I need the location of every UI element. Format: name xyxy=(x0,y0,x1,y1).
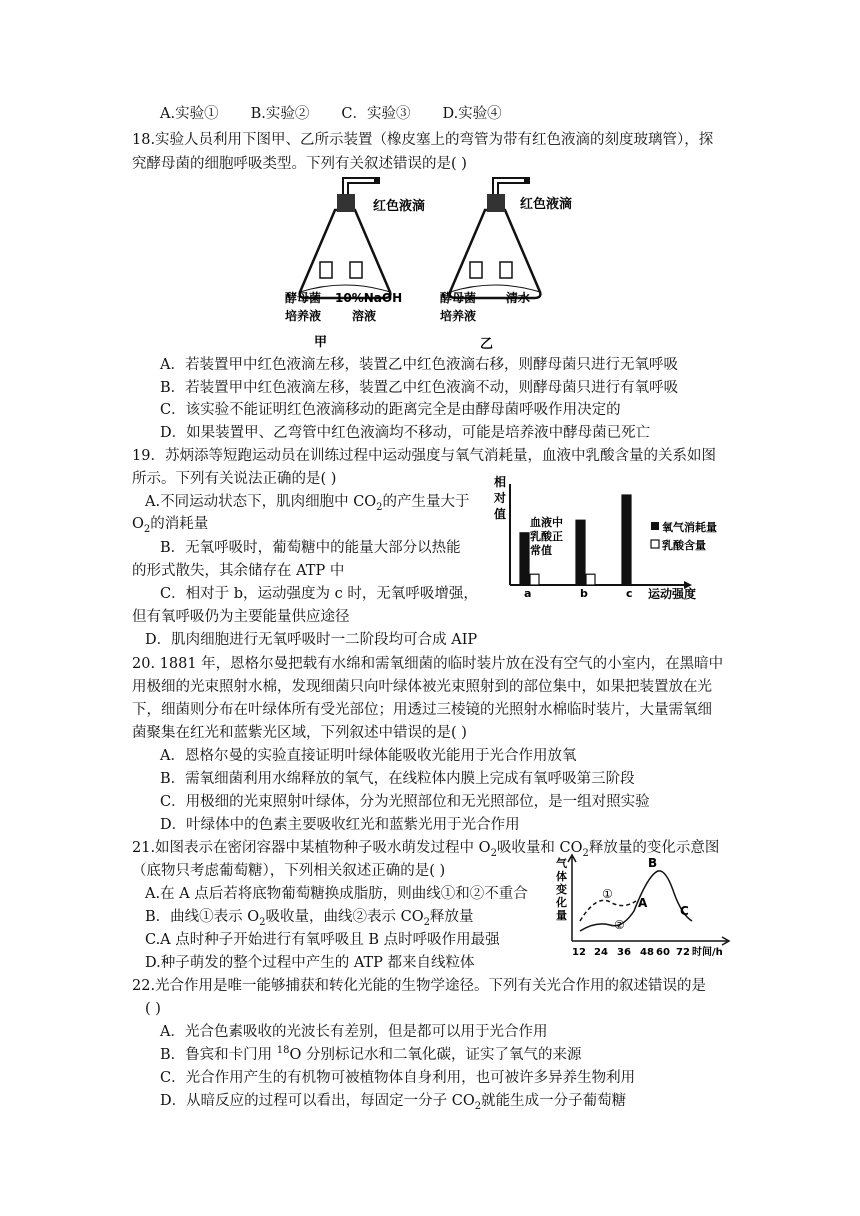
q21-option-b: B．曲线①表示 $O_2$吸收量，曲线②表示 $CO_2$释放量 xyxy=(145,909,474,928)
chart-annot-1: 血液中 xyxy=(530,516,563,529)
q20-stem-line3: 下，细菌则分布在叶绿体所有受光部位；用透过三棱镜的光照射水棉临时装片，大量需氧细 xyxy=(132,702,712,718)
chart-xlabel: 运动强度 xyxy=(648,587,697,601)
tick-12: 12 xyxy=(572,947,586,958)
q22-option-b: B．鲁宾和卡门用 $^{18}$O 分别标记水和二氧化碳，证实了氧气的来源 xyxy=(160,1045,582,1063)
q22-option-a: A．光合色素吸收的光波长有差别，但是都可以用于光合作用 xyxy=(160,1024,548,1040)
q21-stem-line2: （底物只考虑葡萄糖），下列相关叙述正确的是( ) xyxy=(132,863,446,879)
q19-bar-chart xyxy=(488,470,738,605)
q17-option-a: A.实验① xyxy=(160,106,219,122)
chart-ylabel-1: 相 xyxy=(494,475,507,489)
graph-xlabel: 时间/h xyxy=(692,947,723,958)
graph-ylabel-1: 气 xyxy=(556,857,567,870)
label-yi-drop: 红色液滴 xyxy=(520,197,573,212)
red-drop-yi xyxy=(524,177,530,184)
chart-annot-3: 常值 xyxy=(530,544,552,557)
flask-jia xyxy=(285,177,425,350)
curve-1-label: ① xyxy=(602,887,613,901)
q21-option-a: A.在 A 点后若将底物葡萄糖换成脂肪，则曲线①和②不重合 xyxy=(145,886,528,902)
q20-option-c: C．用极细的光束照射叶绿体，分为光照部位和无光照部位，是一组对照实验 xyxy=(160,794,650,810)
label-jia-right2: 溶液 xyxy=(352,309,377,323)
q20-stem-line1: 20. 1881 年，恩格尔曼把载有水绵和需氧细菌的临时装片放在没有空气的小室内，在黑暗中 xyxy=(132,656,724,672)
q18-option-b: B．若装置甲中红色液滴左移，装置乙中红色液滴不动，则酵母菌只进行有氧呼吸 xyxy=(160,380,679,396)
x-tick-c: c xyxy=(626,587,633,600)
graph-ylabel-2: 体 xyxy=(556,870,567,883)
chart-ylabel-2: 对 xyxy=(494,491,507,505)
q21-option-d: D.种子萌发的整个过程中产生的 ATP 都来自线粒体 xyxy=(145,955,475,971)
tick-24: 24 xyxy=(594,947,608,958)
q20-option-a: A．恩格尔曼的实验直接证明叶绿体能吸收光能用于光合作用放氧 xyxy=(160,748,577,764)
curve-2-label: ② xyxy=(614,918,625,932)
q17-option-d: D.实验④ xyxy=(442,106,502,122)
q18-stem-line2: 究酵母菌的细胞呼吸类型。下列有关叙述错误的是( ) xyxy=(132,156,467,172)
graph-ylabel-4: 化 xyxy=(556,896,567,909)
q18-apparatus-figure xyxy=(280,170,610,355)
flask-yi xyxy=(440,177,572,352)
x-tick-a: a xyxy=(524,587,532,600)
q18-option-d: D．如果装置甲、乙弯管中红色液滴均不移动，可能是培养液中酵母菌已死亡 xyxy=(160,425,651,441)
caption-yi: 乙 xyxy=(480,337,494,352)
chart-ylabel-3: 值 xyxy=(494,507,507,521)
q21-option-c: C.A 点时种子开始进行有氧呼吸且 B 点时呼吸作用最强 xyxy=(145,932,500,948)
q19-stem-line1: 19．苏炳添等短跑运动员在训练过程中运动强度与氧气消耗量，血液中乳酸含量的关系如图 xyxy=(132,448,716,464)
x-tick-b: b xyxy=(580,587,588,600)
q19-option-b-line1: B．无氧呼吸时，葡萄糖中的能量大部分以热能 xyxy=(160,540,461,556)
legend-swatch-lactate xyxy=(651,540,659,548)
q20-option-d: D．叶绿体中的色素主要吸收红光和蓝紫光用于光合作用 xyxy=(160,817,520,833)
q21-stem-line1: 21.如图表示在密闭容器中某植物种子吸水萌发过程中 $O_2$吸收量和 $CO_2$释放量的变化示意图 xyxy=(132,840,720,859)
label-jia-left1: 酵母菌 xyxy=(285,291,322,305)
tick-60: 60 xyxy=(656,947,670,958)
q19-stem-line2: 所示。下列有关说法正确的是( ) xyxy=(132,471,337,487)
legend-oxygen: 氧气消耗量 xyxy=(662,521,717,534)
label-jia-left2: 培养液 xyxy=(285,309,322,323)
q22-option-d: D．从暗反应的过程可以看出，每固定一分子 $CO_2$就能生成一分子葡萄糖 xyxy=(160,1093,627,1112)
q19-option-d: D．肌肉细胞进行无氧呼吸时一二阶段均可合成 AIP xyxy=(145,632,478,648)
q19-option-b-line2: 的形式散失，其余储存在 ATP 中 xyxy=(132,563,345,579)
q18-option-c: C．该实验不能证明红色液滴移动的距离完全是由酵母菌呼吸作用决定的 xyxy=(160,402,621,418)
q22-stem-line1: 22.光合作用是唯一能够捕获和转化光能的生物学途径。下列有关光合作用的叙述错误的是 xyxy=(132,978,707,994)
caption-jia: 甲 xyxy=(314,335,328,350)
curve-2 xyxy=(580,871,692,931)
q19-option-c-line2: 但有氧呼吸仍为主要能量供应途径 xyxy=(132,609,350,625)
tick-36: 36 xyxy=(617,947,631,958)
q21-gas-graph xyxy=(552,853,737,963)
label-jia-right1: 10%NaOH xyxy=(335,291,403,305)
graph-ylabel-5: 量 xyxy=(556,909,567,922)
bar-a-oxygen xyxy=(520,533,529,585)
chart-annot-2: 乳酸正 xyxy=(530,530,563,543)
label-yi-right1: 清水 xyxy=(506,291,531,305)
bar-c-oxygen xyxy=(622,495,631,585)
red-drop-jia xyxy=(374,177,380,184)
q19-option-c-line1: C．相对于 b，运动强度为 c 时，无氧呼吸增强， xyxy=(160,586,478,602)
bar-b-oxygen xyxy=(576,520,585,585)
q17-option-b: B.实验② xyxy=(250,106,310,122)
bar-a-lactate xyxy=(530,574,539,585)
point-b-label: B xyxy=(648,856,658,870)
graph-ylabel-3: 变 xyxy=(556,883,567,896)
q18-stem-line1: 18.实验人员利用下图甲、乙所示装置（橡皮塞上的弯管为带有红色液滴的刻度玻璃管），探 xyxy=(132,132,714,148)
tick-72: 72 xyxy=(676,947,690,958)
bar-b-lactate xyxy=(586,574,595,585)
q19-option-a-line2: $O_2$的消耗量 xyxy=(132,516,209,535)
q20-option-b: B．需氧细菌利用水绵释放的氧气，在线粒体内膜上完成有氧呼吸第三阶段 xyxy=(160,771,635,787)
legend-swatch-oxygen xyxy=(651,522,659,530)
point-c-label: C xyxy=(680,904,689,918)
legend-lactate: 乳酸含量 xyxy=(662,539,706,552)
stopper-yi xyxy=(487,194,505,212)
q22-option-c: C．光合作用产生的有机物可被植物体自身利用，也可被许多异养生物利用 xyxy=(160,1070,636,1086)
q17-option-c: C．实验③ xyxy=(341,106,411,122)
q22-stem-line2: ( ) xyxy=(145,1001,161,1017)
label-jia-drop: 红色液滴 xyxy=(373,199,426,214)
q19-option-a-line1: A.不同运动状态下，肌肉细胞中 $CO_2$的产生量大于 xyxy=(145,494,470,513)
q20-stem-line2: 用极细的光束照射水棉，发现细菌只向叶绿体被光束照射到的部位集中，如果把装置放在光 xyxy=(132,679,712,695)
label-yi-left2: 培养液 xyxy=(440,309,477,323)
q18-option-a: A．若装置甲中红色液滴左移，装置乙中红色液滴右移，则酵母菌只进行无氧呼吸 xyxy=(160,357,678,373)
point-a-label: A xyxy=(638,896,648,910)
curve-1 xyxy=(580,900,636,921)
q20-stem-line4: 菌聚集在红光和蓝紫光区域，下列叙述中错误的是( ) xyxy=(132,725,467,741)
label-yi-left1: 酵母菌 xyxy=(440,291,477,305)
q17-options xyxy=(160,104,502,124)
tick-48: 48 xyxy=(640,947,654,958)
stopper-jia xyxy=(337,194,355,212)
